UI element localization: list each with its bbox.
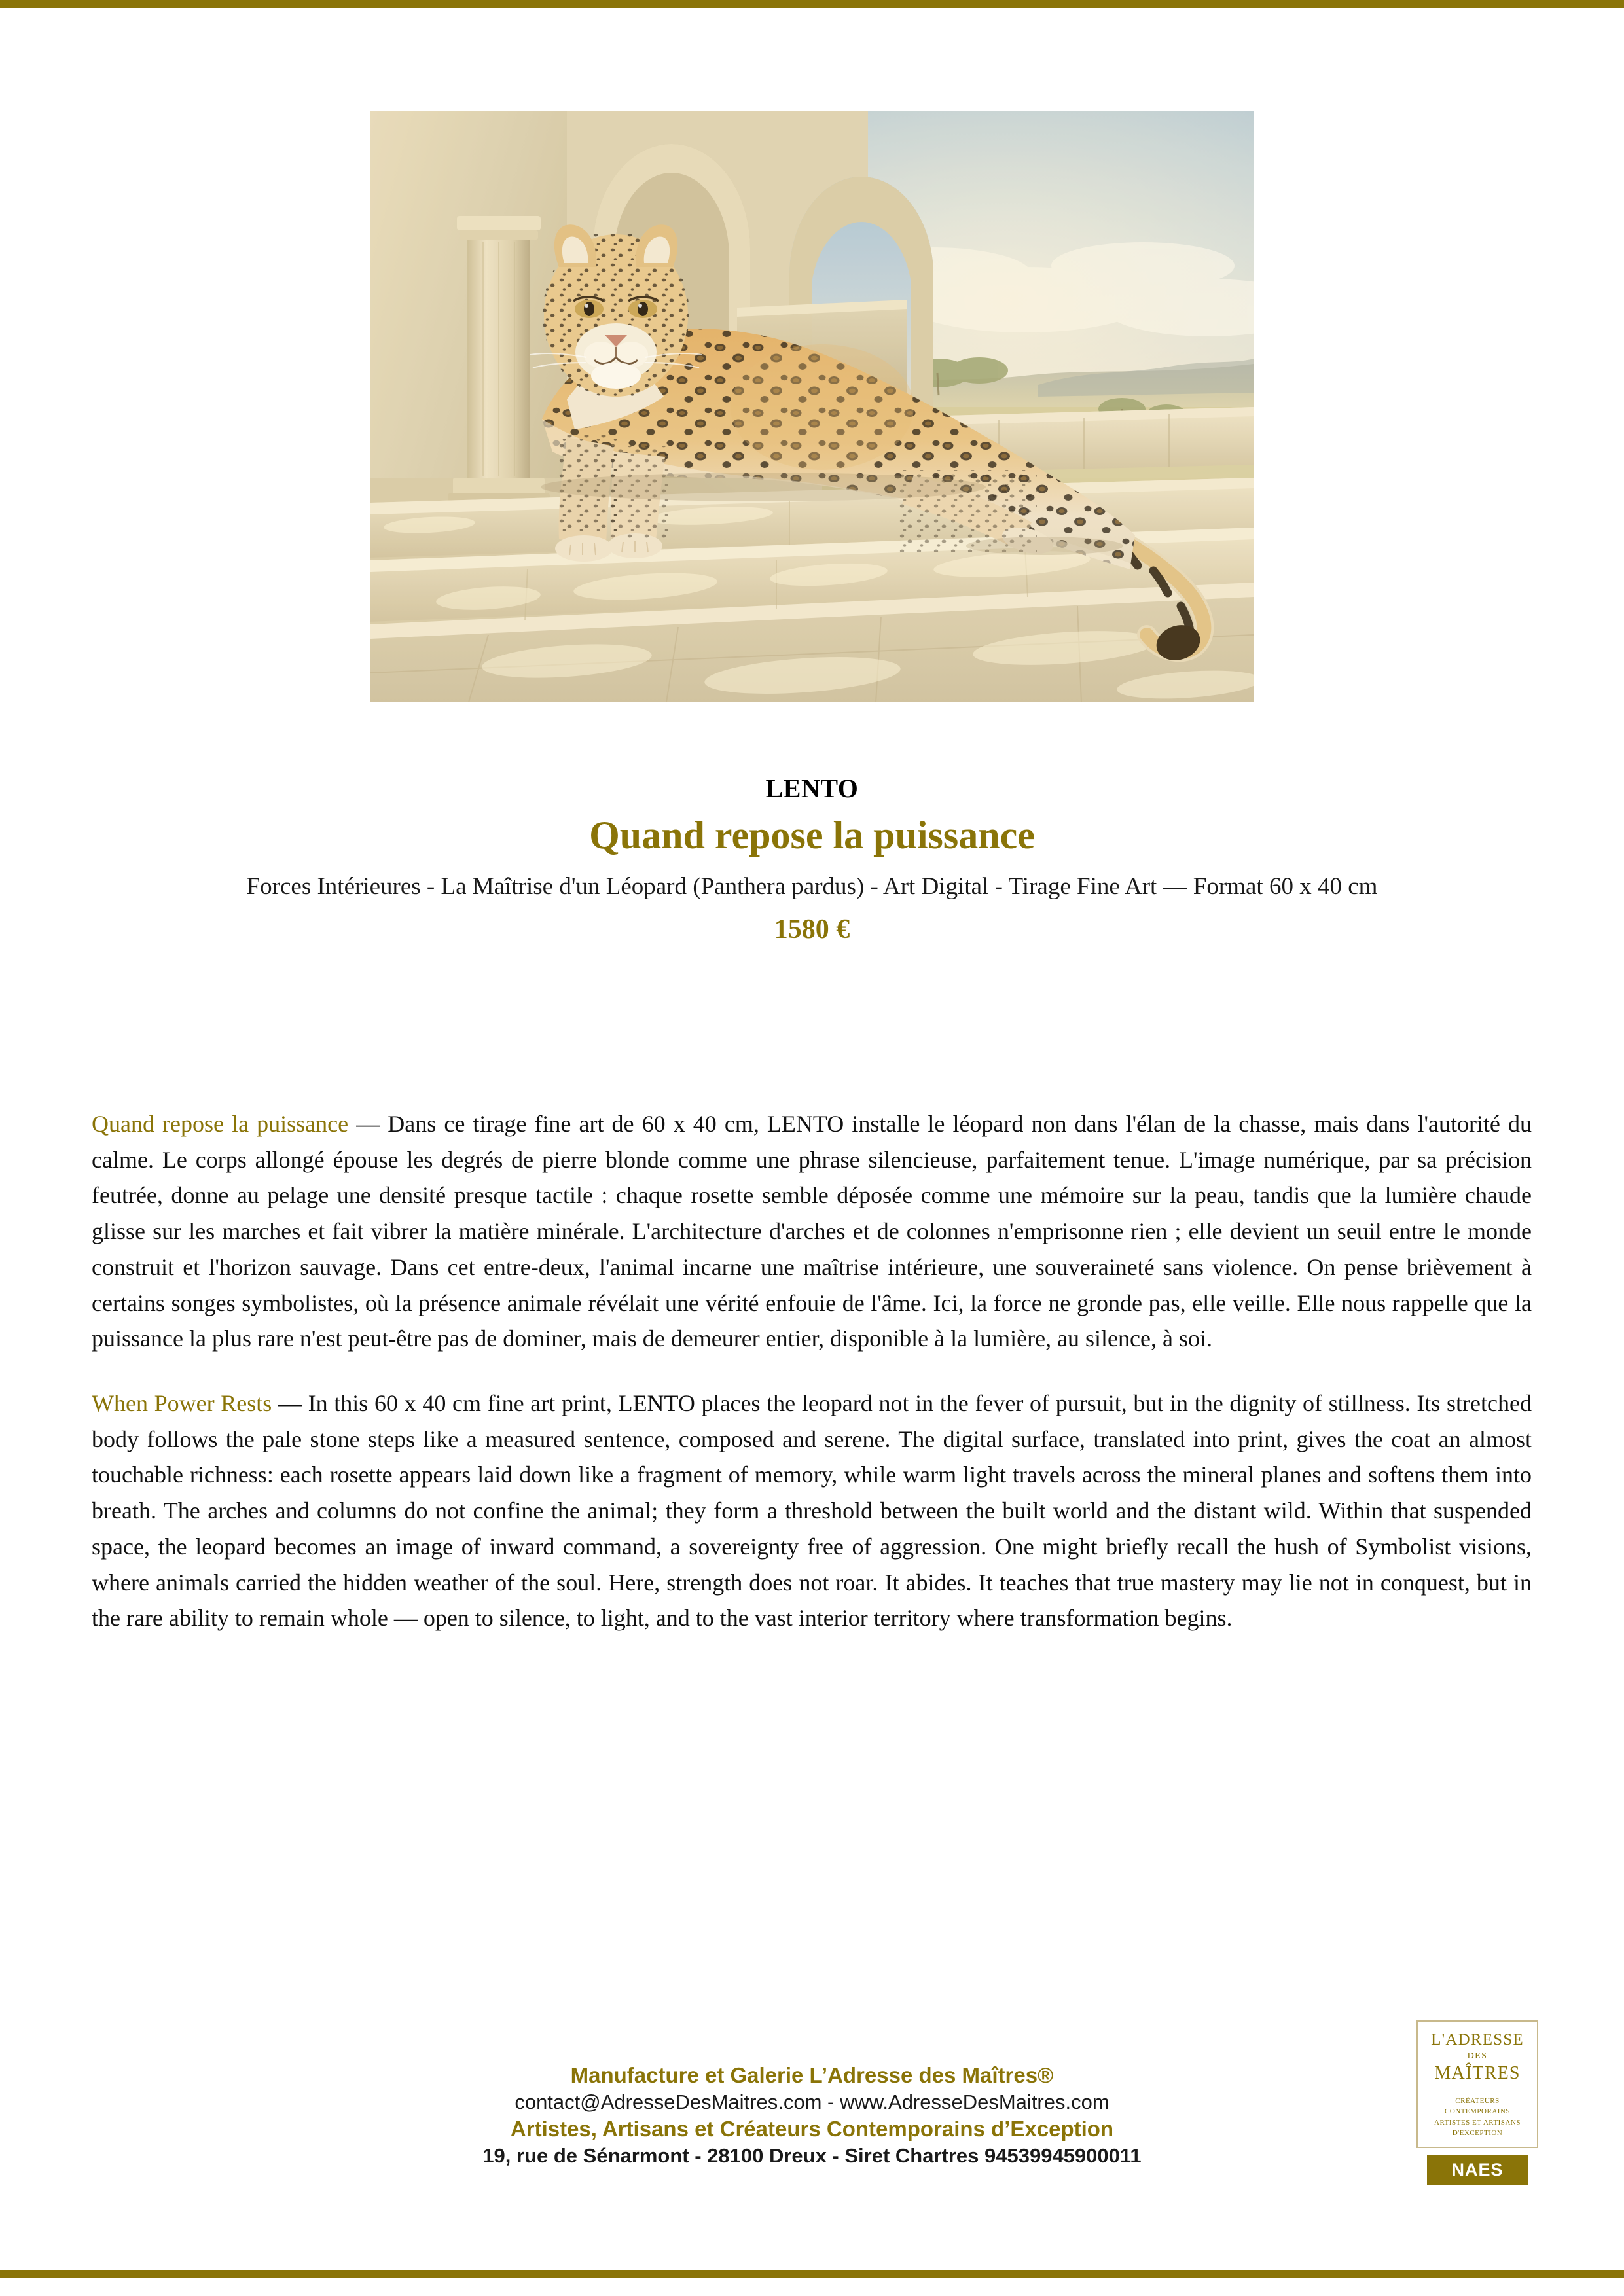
dash-en: — bbox=[272, 1390, 308, 1417]
page-top-rule bbox=[0, 0, 1624, 8]
page-bottom-rule bbox=[0, 2270, 1624, 2278]
footer-contact[interactable]: contact@AdresseDesMaitres.com - www.AdresseDesMaitres.com bbox=[514, 2090, 1110, 2114]
page-footer bbox=[0, 2062, 1624, 2225]
dash-fr: — bbox=[348, 1111, 388, 1137]
paragraph-fr-text: Dans ce tirage fine art de 60 x 40 cm, LENTO installe le léopard non dans l'élan de la chasse, mais dans l'autorité du calme. Le corps allongé épouse les degrés de pierre blonde comme une phrase silencieuse, parfaitement tenue. L'image numérique, par sa précision feutrée, donne au pelage une densité presque tactile : chaque rosette semble déposée comme une mémoire sur la peau, tandis que la lumière chaude glisse sur les marches et fait vibrer la matière minérale. L'architecture d'arches et de colonnes n'emprisonne rien ; elle devient un seuil entre le monde construit et l'horizon sauvage. Dans cet entre-deux, l'animal incarne une maîtrise intérieure, une souveraineté sans violence. On pense brièvement à certains songes symbolistes, où la présence animale révélait une vérité enfouie de l'âme. Ici, la force ne gronde pas, elle veille. Elle nous rappelle que la puissance la plus rare n'est peut-être pas de dominer, mais de demeurer entier, disponible à la lumière, au silence, à soi. bbox=[92, 1111, 1532, 1352]
price: 1580 € bbox=[774, 914, 850, 944]
logo-line-adresse: L'ADRESSE bbox=[1431, 2031, 1524, 2049]
logo-sub-exception: D'EXCEPTION bbox=[1452, 2129, 1503, 2138]
paragraph-en-text: In this 60 x 40 cm fine art print, LENTO places the leopard not in the fever of pursuit, but in the dignity of stillness. Its stretched body follows the pale stone steps like a measured sentence, composed and serene. The digital surface, translated into print, gives the coat an almost touchable richness: each rosette appears laid down like a fragment of memory, while warm light travels across the mineral planes and softens them into breath. The arches and columns do not confine the animal; they form a threshold between the built world and the distant wild. Within that suspended space, the leopard becomes an image of inward command, a sovereignty free of aggression. One might briefly recall the hush of Symbolist visions, where animals carried the hidden weather of the soul. Here, strength does not roar. It abides. It teaches that true mastery may lie not in conquest, but in the rare ability to remain whole — open to silence, to light, and to the vast interior territory where transformation begins. bbox=[92, 1390, 1532, 1632]
paragraph-fr bbox=[92, 1106, 1532, 1357]
lead-in-fr: Quand repose la puissance bbox=[92, 1111, 349, 1137]
brand-logo bbox=[1416, 2020, 1538, 2185]
lead-in-en: When Power Rests bbox=[92, 1390, 272, 1417]
artwork-figure bbox=[370, 111, 1254, 702]
leopard-artwork-image bbox=[370, 111, 1254, 702]
paragraph-en bbox=[92, 1386, 1532, 1636]
footer-tagline: Artistes, Artisans et Créateurs Contemporains d’Exception bbox=[510, 2116, 1114, 2141]
logo-sub-artistes: ARTISTES ET ARTISANS bbox=[1434, 2118, 1521, 2126]
work-reference: LENTO bbox=[765, 774, 859, 803]
logo-line-maitres: MAÎTRES bbox=[1434, 2062, 1521, 2083]
footer-company: Manufacture et Galerie L’Adresse des Maîtres® bbox=[570, 2063, 1054, 2087]
page-title: Quand repose la puissance bbox=[589, 814, 1035, 857]
work-subtitle: Forces Intérieures - La Maîtrise d'un Léopard (Panthera pardus) - Art Digital - Tirage Fine Art — Format 60 x 40 cm bbox=[246, 873, 1378, 900]
logo-line-des: DES bbox=[1467, 2051, 1488, 2061]
logo-sub-createurs: CRÉATEURS CONTEMPORAINS bbox=[1444, 2096, 1510, 2116]
footer-contact-block bbox=[0, 2062, 1624, 2169]
naes-badge: NAES bbox=[1427, 2155, 1528, 2185]
title-block bbox=[92, 774, 1532, 946]
logo-card bbox=[1416, 2020, 1538, 2148]
description-copy bbox=[92, 1106, 1532, 1636]
footer-address: 19, rue de Sénarmont - 28100 Dreux - Siret Chartres 94539945900011 bbox=[482, 2144, 1142, 2168]
